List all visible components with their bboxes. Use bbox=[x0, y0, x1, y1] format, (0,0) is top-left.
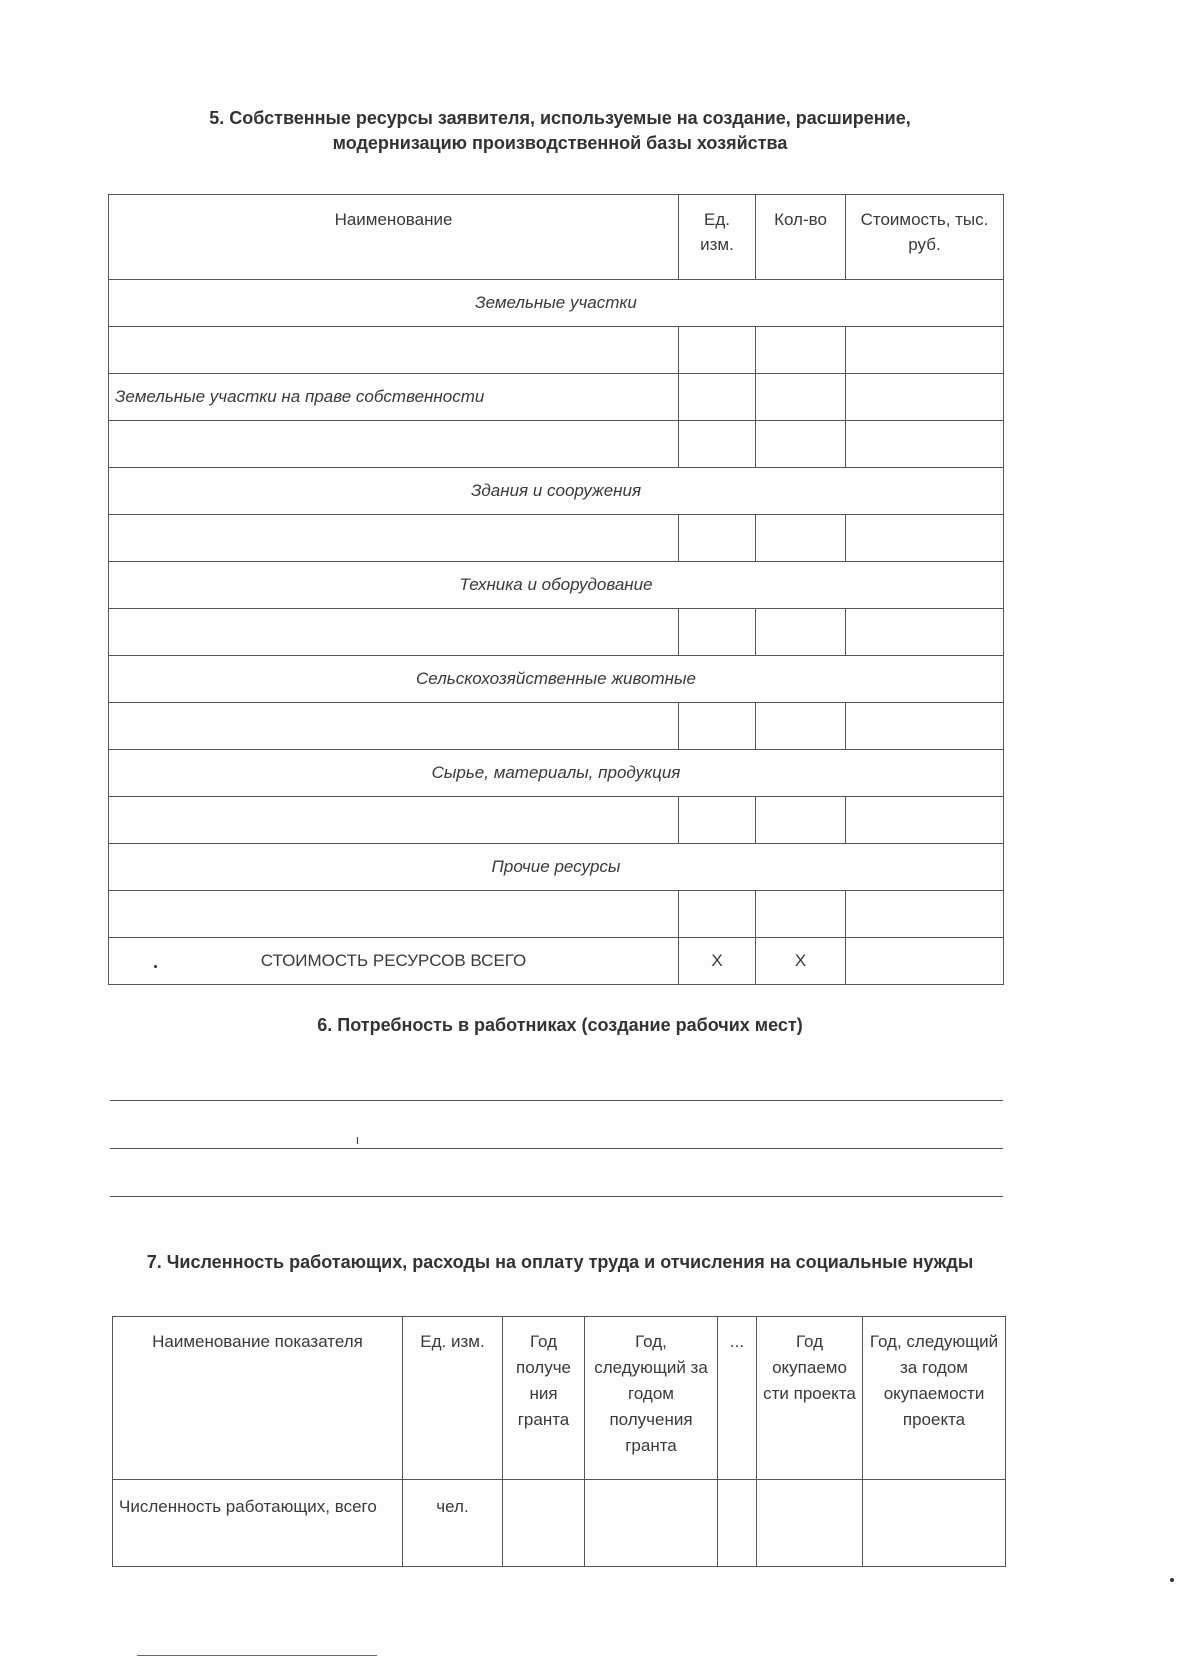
cell-cost[interactable] bbox=[846, 515, 1004, 562]
label-land-owned: Земельные участки на праве собственности bbox=[109, 374, 679, 421]
cell-name[interactable] bbox=[109, 703, 679, 750]
cell-unit[interactable] bbox=[679, 327, 756, 374]
scan-speck bbox=[1170, 1578, 1174, 1582]
cell-qty[interactable] bbox=[756, 797, 846, 844]
cell-name[interactable] bbox=[109, 609, 679, 656]
table-row bbox=[109, 797, 1004, 844]
table-row bbox=[109, 327, 1004, 374]
category-row-equipment bbox=[109, 562, 1004, 609]
table-row bbox=[109, 421, 1004, 468]
cell-qty[interactable] bbox=[756, 515, 846, 562]
category-land: Земельные участки bbox=[109, 280, 1004, 327]
cell-qty[interactable] bbox=[756, 703, 846, 750]
total-unit: Х bbox=[679, 938, 756, 985]
table-row bbox=[109, 515, 1004, 562]
table-row-land-owned bbox=[109, 374, 1004, 421]
category-equipment: Техника и оборудование bbox=[109, 562, 1004, 609]
cell-cost[interactable] bbox=[846, 421, 1004, 468]
cell-cost[interactable] bbox=[846, 327, 1004, 374]
category-buildings: Здания и сооружения bbox=[109, 468, 1004, 515]
cell-qty[interactable] bbox=[756, 374, 846, 421]
total-row bbox=[109, 938, 1004, 985]
cell-cost[interactable] bbox=[846, 374, 1004, 421]
cell-unit[interactable] bbox=[679, 609, 756, 656]
category-row-other bbox=[109, 844, 1004, 891]
cell-unit[interactable] bbox=[679, 703, 756, 750]
section-6-title: 6. Потребность в работниках (создание рабочих мест) bbox=[317, 1015, 803, 1035]
table-row bbox=[109, 703, 1004, 750]
header-ellipsis: ... bbox=[718, 1317, 757, 1480]
header-cost: Стоимость, тыс. руб. bbox=[846, 195, 1004, 280]
header-year-after-grant: Год, следующий за годом получения гранта bbox=[585, 1317, 718, 1480]
cell-name[interactable] bbox=[109, 891, 679, 938]
cell-unit[interactable] bbox=[679, 515, 756, 562]
cell-year-grant[interactable] bbox=[503, 1480, 585, 1567]
header-year-after-payback: Год, следующий за годом окупаемости проекта bbox=[863, 1317, 1006, 1480]
table-row bbox=[109, 891, 1004, 938]
cell-unit[interactable] bbox=[679, 421, 756, 468]
category-row-buildings bbox=[109, 468, 1004, 515]
write-in-line[interactable] bbox=[110, 1100, 1003, 1101]
row-unit: чел. bbox=[403, 1480, 503, 1567]
footer-line bbox=[137, 1655, 377, 1656]
cell-cost[interactable] bbox=[846, 891, 1004, 938]
header-year-payback: Год окупаемо сти проекта bbox=[757, 1317, 863, 1480]
section-5-title-line2: модернизацию производственной базы хозяйства bbox=[332, 133, 788, 153]
category-animals: Сельскохозяйственные животные bbox=[109, 656, 1004, 703]
cell-year-payback[interactable] bbox=[757, 1480, 863, 1567]
cell-year-after-payback[interactable] bbox=[863, 1480, 1006, 1567]
cell-name[interactable] bbox=[109, 515, 679, 562]
header-unit: Ед. изм. bbox=[403, 1317, 503, 1480]
total-label: СТОИМОСТЬ РЕСУРСОВ ВСЕГО bbox=[109, 938, 679, 985]
staff-table bbox=[112, 1316, 1006, 1567]
section-5-title bbox=[110, 106, 1010, 156]
section-7-title: 7. Численность работающих, расходы на оплату труда и отчисления на социальные нужды bbox=[146, 1252, 974, 1272]
cell-unit[interactable] bbox=[679, 374, 756, 421]
total-qty: Х bbox=[756, 938, 846, 985]
row-indicator: Численность работающих, всего bbox=[113, 1480, 403, 1567]
category-row-land bbox=[109, 280, 1004, 327]
category-row-materials bbox=[109, 750, 1004, 797]
stray-mark: ι bbox=[356, 1132, 359, 1147]
scan-speck bbox=[154, 965, 157, 968]
category-row-animals bbox=[109, 656, 1004, 703]
cell-cost[interactable] bbox=[846, 797, 1004, 844]
cell-name[interactable] bbox=[109, 797, 679, 844]
table-row bbox=[113, 1480, 1006, 1567]
category-materials: Сырье, материалы, продукция bbox=[109, 750, 1004, 797]
cell-qty[interactable] bbox=[756, 609, 846, 656]
cell-qty[interactable] bbox=[756, 891, 846, 938]
header-name: Наименование bbox=[109, 195, 679, 280]
category-other: Прочие ресурсы bbox=[109, 844, 1004, 891]
write-in-line[interactable] bbox=[110, 1148, 1003, 1149]
section-5-title-line1: 5. Собственные ресурсы заявителя, используемые на создание, расширение, bbox=[209, 108, 911, 128]
cell-unit[interactable] bbox=[679, 797, 756, 844]
write-in-line[interactable] bbox=[110, 1196, 1003, 1197]
header-qty: Кол-во bbox=[756, 195, 846, 280]
total-cost[interactable] bbox=[846, 938, 1004, 985]
header-year-grant: Год получе ния гранта bbox=[503, 1317, 585, 1480]
cell-qty[interactable] bbox=[756, 421, 846, 468]
cell-unit[interactable] bbox=[679, 891, 756, 938]
cell-cost[interactable] bbox=[846, 609, 1004, 656]
table-row bbox=[109, 609, 1004, 656]
cell-cost[interactable] bbox=[846, 703, 1004, 750]
table-header-row bbox=[109, 195, 1004, 280]
header-unit: Ед. изм. bbox=[679, 195, 756, 280]
cell-year-after-grant[interactable] bbox=[585, 1480, 718, 1567]
header-indicator: Наименование показателя bbox=[113, 1317, 403, 1480]
cell-name[interactable] bbox=[109, 421, 679, 468]
own-resources-table bbox=[108, 194, 1004, 985]
cell-qty[interactable] bbox=[756, 327, 846, 374]
cell-ellipsis[interactable] bbox=[718, 1480, 757, 1567]
cell-name[interactable] bbox=[109, 327, 679, 374]
table-header-row bbox=[113, 1317, 1006, 1480]
